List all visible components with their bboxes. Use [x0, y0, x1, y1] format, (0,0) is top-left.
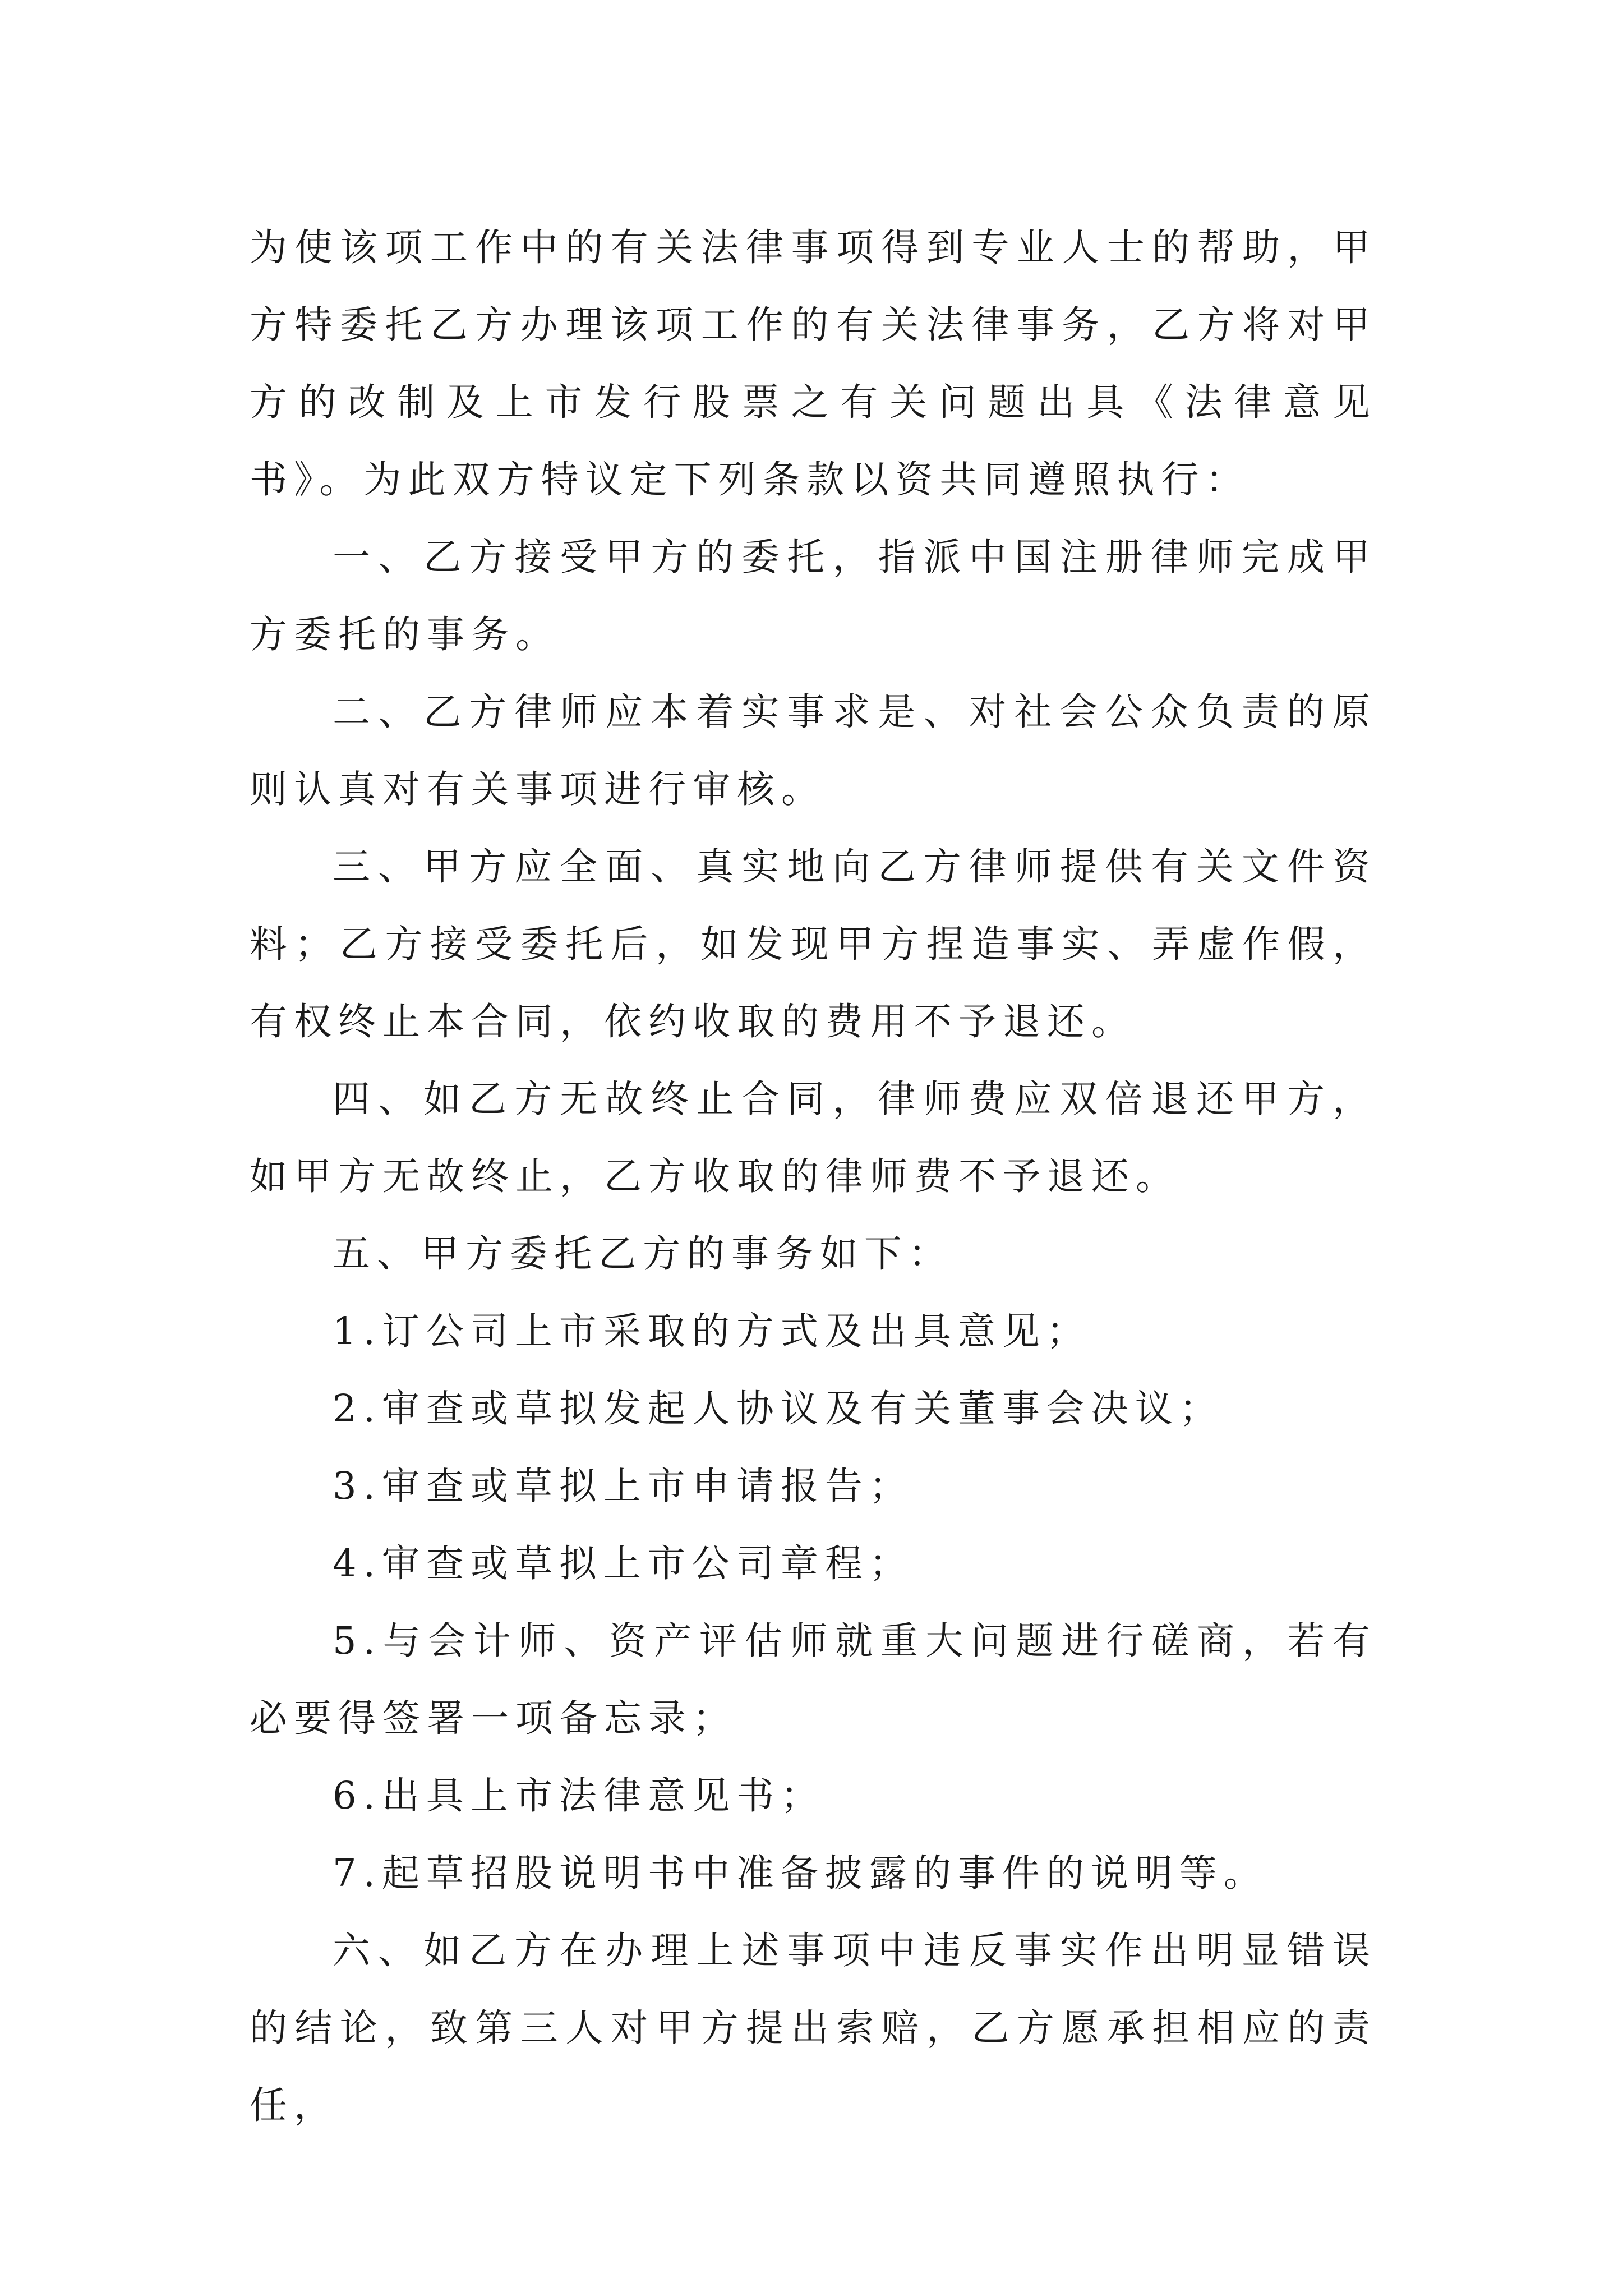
clause-2: 二、乙方律师应本着实事求是、对社会公众负责的原则认真对有关事项进行审核。 — [250, 690, 1377, 811]
clause-5-item-5: 5.与会计师、资产评估师就重大问题进行磋商，若有必要得签署一项备忘录； — [250, 1619, 1377, 1740]
clause-5-item-1: 1.订公司上市采取的方式及出具意见； — [333, 1309, 1091, 1353]
clause-5-item-6: 6.出具上市法律意见书； — [333, 1774, 825, 1818]
document-body — [250, 209, 1377, 2144]
clause-6: 六、如乙方在办理上述事项中违反事实作出明显错误的结论，致第三人对甲方提出索赔，乙方愿承担相应的责任， — [250, 1929, 1377, 2127]
clause-5-item-2: 2.审查或草拟发起人协议及有关董事会决议； — [333, 1387, 1224, 1430]
clause-3: 三、甲方应全面、真实地向乙方律师提供有关文件资料；乙方接受委托后，如发现甲方捏造事实、弄虚作假，有权终止本合同，依约收取的费用不予退还。 — [250, 845, 1377, 1043]
clause-1: 一、乙方接受甲方的委托，指派中国注册律师完成甲方委托的事务。 — [250, 535, 1377, 656]
clause-5: 五、甲方委托乙方的事务如下： — [333, 1232, 953, 1276]
clause-5-item-3: 3.审查或草拟上市申请报告； — [333, 1464, 914, 1508]
clause-5-item-7: 7.起草招股说明书中准备披露的事件的说明等。 — [333, 1851, 1268, 1895]
intro-paragraph: 为使该项工作中的有关法律事项得到专业人士的帮助，甲方特委托乙方办理该项工作的有关法律事务，乙方将对甲方的改制及上市发行股票之有关问题出具《法律意见书》。为此双方特议定下列条款以资共同遵照执行： — [250, 226, 1377, 501]
clause-4: 四、如乙方无故终止合同，律师费应双倍退还甲方，如甲方无故终止，乙方收取的律师费不予退还。 — [250, 1077, 1377, 1198]
clause-5-item-4: 4.审查或草拟上市公司章程； — [333, 1542, 914, 1585]
